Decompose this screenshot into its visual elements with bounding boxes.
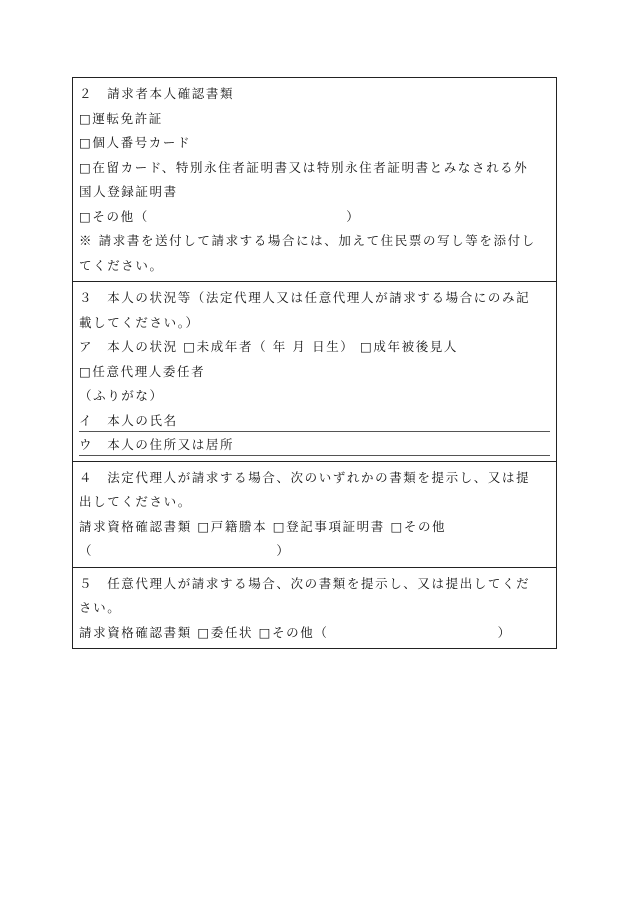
section-5-heading-continued: さい。 — [79, 600, 122, 615]
section-4-heading: ４ 法定代理人が請求する場合、次のいずれかの書類を提示し、又は提 — [79, 469, 531, 485]
furigana-label: （ふりがな） — [79, 388, 164, 403]
request-form-table — [72, 77, 557, 649]
person-name-field[interactable] — [79, 409, 550, 434]
voluntary-agent-document-options[interactable]: 請求資格確認書類 □委任状 □その他（ ） — [79, 624, 512, 640]
checkbox-my-number-card[interactable]: □個人番号カード — [79, 135, 192, 150]
section-voluntary-agent-documents — [73, 568, 556, 649]
section-5-heading: ５ 任意代理人が請求する場合、次の書類を提示し、又は提出してくだ — [79, 575, 531, 591]
checkbox-residence-card[interactable]: □在留カード、特別永住者証明書又は特別永住者証明書とみなされる外 — [79, 159, 529, 175]
legal-agent-document-options[interactable]: 請求資格確認書類 □戸籍謄本 □登記事項証明書 □その他 — [79, 518, 447, 534]
section-person-status — [73, 282, 556, 462]
person-status-line[interactable]: ア 本人の状況 □未成年者（ 年 月 日生） □成年被後見人 — [79, 339, 458, 354]
person-address-label: ウ 本人の住所又は居所 — [79, 433, 550, 456]
checkbox-drivers-license[interactable]: □運転免許証 — [79, 110, 163, 126]
person-name-label: イ 本人の氏名 — [79, 409, 550, 432]
mail-request-note-continued: てください。 — [79, 257, 164, 273]
person-address-field[interactable] — [79, 433, 550, 458]
checkbox-other-document[interactable]: □その他（ ） — [79, 208, 361, 224]
section-3-heading-continued: 載してください。） — [79, 314, 200, 330]
residence-card-continued: 国人登録証明書 — [79, 184, 178, 199]
section-3-heading: ３ 本人の状況等（法定代理人又は任意代理人が請求する場合にのみ記 — [79, 290, 531, 305]
section-4-heading-continued: 出してください。 — [79, 494, 192, 509]
section-legal-agent-documents — [73, 462, 556, 568]
checkbox-voluntary-agent-principal[interactable]: □任意代理人委任者 — [79, 363, 206, 379]
legal-agent-other-field[interactable]: （ ） — [79, 543, 291, 558]
mail-request-note: ※ 請求書を送付して請求する場合には、加えて住民票の写し等を添付し — [79, 233, 536, 248]
section-2-heading: ２ 請求者本人確認書類 — [79, 86, 235, 101]
section-identity-documents — [73, 78, 556, 282]
